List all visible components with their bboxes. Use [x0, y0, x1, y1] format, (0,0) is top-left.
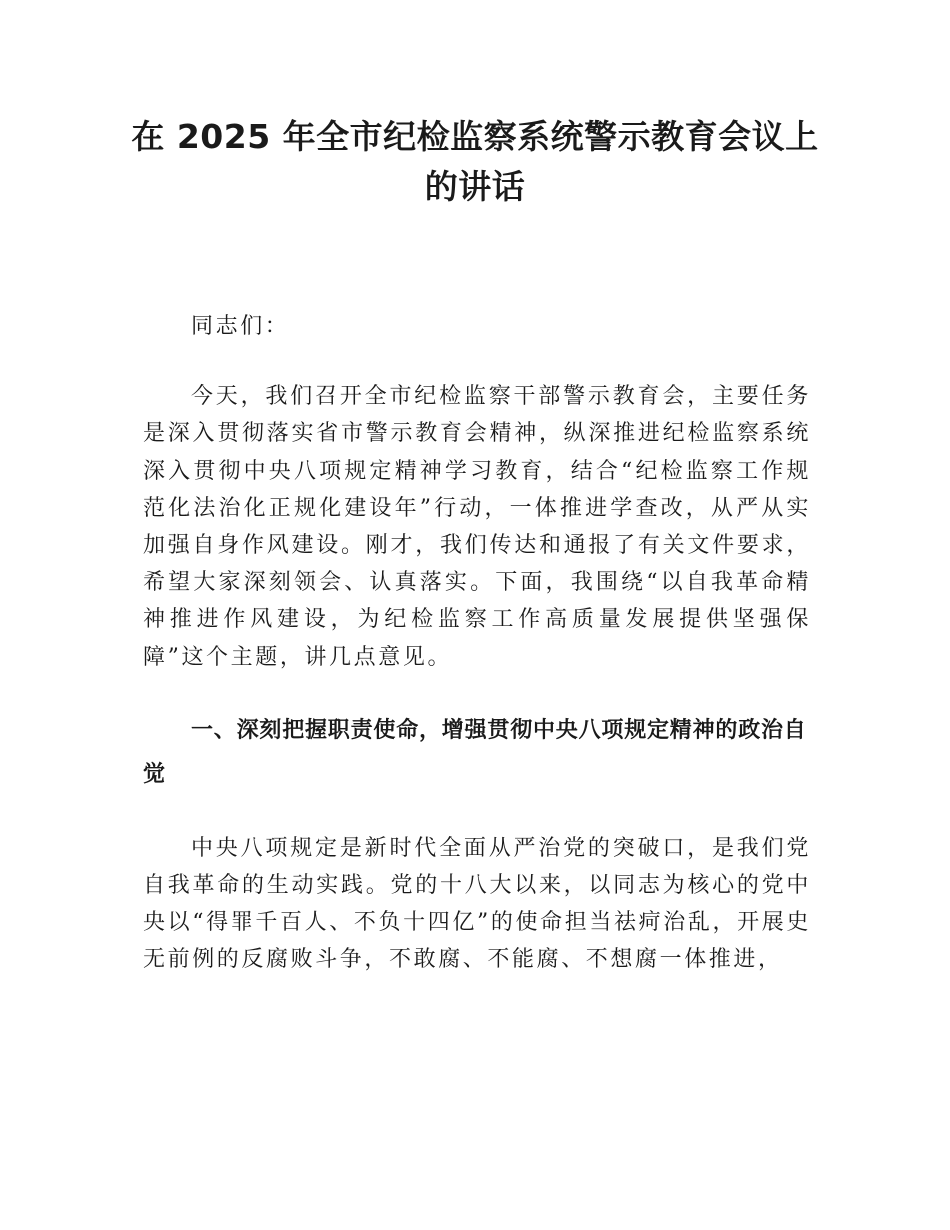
document-body [143, 308, 811, 979]
section-heading-1: 一、深刻把握职责使命，增强贯彻中央八项规定精神的政治自觉 [143, 717, 807, 787]
title-line-2: 的讲话 [424, 167, 526, 206]
section-1-paragraph: 中央八项规定是新时代全面从严治党的突破口，是我们党自我革命的生动实践。党的十八大以来，以同志为核心的党中央以“得罪千百人、不负十四亿”的使命担当祛疴治乱，开展史无前例的反腐败斗争，不敢腐、不能腐、不想腐一体推进， [143, 835, 811, 973]
greeting: 同志们： [191, 314, 290, 339]
title-line-1: 在 2025 年全市纪检监察系统警示教育会议上 [131, 117, 819, 156]
intro-paragraph: 今天，我们召开全市纪检监察干部警示教育会，主要任务是深入贯彻落实省市警示教育会精神，纵深推进纪检监察系统深入贯彻中央八项规定精神学习教育，结合“纪检监察工作规范化法治化正规化建设年”行动，一体推进学查改，从严从实加强自身作风建设。刚才，我们传达和通报了有关文件要求，希望大家深刻领会、认真落实。下面，我围绕“以自我革命精神推进作风建设，为纪检监察工作高质量发展提供坚强保障”这个主题，讲几点意见。 [143, 384, 811, 670]
document-title [120, 112, 830, 212]
